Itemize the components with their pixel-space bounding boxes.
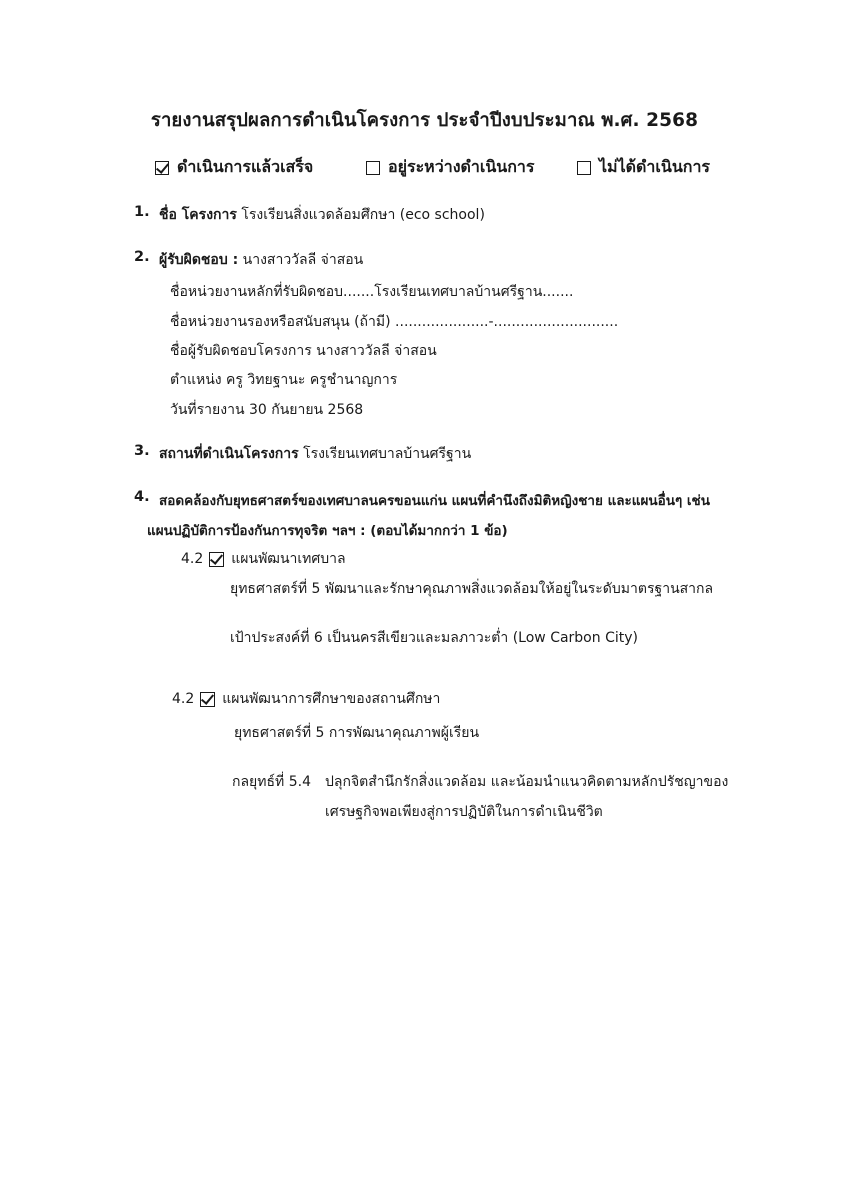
section-2-number: 2. — [134, 249, 150, 265]
plan-school-education — [172, 688, 440, 710]
plan-municipal — [181, 548, 346, 570]
section-3-number: 3. — [134, 443, 150, 459]
plan-school-label: แผนพัฒนาการศึกษาของสถานศึกษา — [222, 691, 441, 707]
report-title: รายงานสรุปผลการดำเนินโครงการ ประจำปีงบประมาณ พ.ศ. 2568 — [150, 110, 699, 131]
status-completed — [155, 155, 313, 180]
plan-municipal-goal: เป้าประสงค์ที่ 6 เป็นนครสีเขียวและมลภาวะต่ำ (Low Carbon City) — [230, 630, 638, 646]
main-unit-line: ชื่อหน่วยงานหลักที่รับผิดชอบ.......โรงเรียนเทศบาลบ้านศรีฐาน....... — [170, 284, 574, 300]
section-4-number: 4. — [134, 489, 150, 505]
report-date-line: วันที่รายงาน 30 กันยายน 2568 — [170, 402, 364, 418]
section-1-label: ชื่อ โครงการ — [159, 207, 237, 223]
section-3 — [159, 443, 471, 465]
section-1-number: 1. — [134, 204, 150, 220]
unchecked-box-icon — [366, 161, 380, 175]
support-unit-line: ชื่อหน่วยงานรองหรือสนับสนุน (ถ้ามี) .....................-............................ — [170, 314, 619, 330]
plan-municipal-number: 4.2 — [181, 551, 204, 567]
section-4-heading-line-2: แผนปฏิบัติการป้องกันการทุจริต ฯลฯ : (ตอบได้มากกว่า 1 ข้อ) — [147, 523, 508, 539]
plan-school-strategy: ยุทธศาสตร์ที่ 5 การพัฒนาคุณภาพผู้เรียน — [234, 725, 480, 741]
status-not-done-label: ไม่ได้ดำเนินการ — [599, 157, 711, 176]
plan-school-tactic-label: กลยุทธ์ที่ 5.4 — [232, 774, 311, 790]
status-not-done — [577, 155, 710, 180]
section-1 — [159, 204, 485, 226]
plan-municipal-label: แผนพัฒนาเทศบาล — [231, 551, 346, 567]
section-3-value: โรงเรียนเทศบาลบ้านศรีฐาน — [303, 446, 472, 462]
section-2-label: ผู้รับผิดชอบ : — [159, 252, 239, 268]
position-line: ตำแหน่ง ครู วิทยฐานะ ครูชำนาญการ — [170, 372, 398, 388]
status-in-progress — [366, 155, 534, 180]
status-in-progress-label: อยู่ระหว่างดำเนินการ — [388, 157, 535, 176]
section-4-heading-line-1: สอดคล้องกับยุทธศาสตร์ของเทศบาลนครขอนแก่น แผนที่คำนึงถึงมิติหญิงชาย และแผนอื่นๆ เช่น — [159, 493, 710, 509]
plan-school-tactic-line-1: ปลุกจิตสำนึกรักสิ่งแวดล้อม และน้อมนำแนวคิดตามหลักปรัชญาของ — [325, 774, 729, 790]
plan-school-number: 4.2 — [172, 691, 195, 707]
section-2 — [159, 249, 363, 271]
section-3-label: สถานที่ดำเนินโครงการ — [159, 446, 299, 462]
checked-box-icon — [200, 692, 215, 707]
checked-box-icon — [209, 552, 224, 567]
section-1-value: โรงเรียนสิ่งแวดล้อมศึกษา (eco school) — [241, 207, 485, 223]
unchecked-box-icon — [577, 161, 591, 175]
plan-school-tactic-line-2: เศรษฐกิจพอเพียงสู่การปฏิบัติในการดำเนินชีวิต — [325, 804, 603, 820]
checked-box-icon — [155, 161, 169, 175]
responsible-person-line: ชื่อผู้รับผิดชอบโครงการ นางสาววัลลี จ่าสอน — [170, 343, 437, 359]
plan-municipal-strategy: ยุทธศาสตร์ที่ 5 พัฒนาและรักษาคุณภาพสิ่งแวดล้อมให้อยู่ในระดับมาตรฐานสากล — [230, 581, 714, 597]
status-completed-label: ดำเนินการแล้วเสร็จ — [177, 157, 314, 176]
section-2-value: นางสาววัลลี จ่าสอน — [242, 252, 364, 268]
